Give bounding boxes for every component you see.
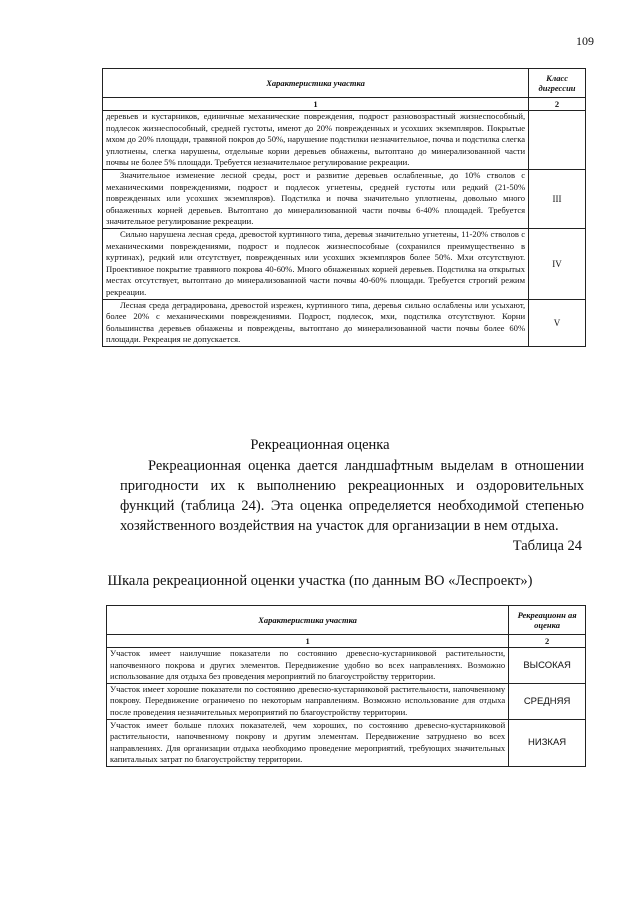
table-title: Шкала рекреационной оценки участка (по данным ВО «Леспроект») <box>107 573 533 589</box>
table-row <box>103 299 586 346</box>
body-paragraph: Рекреационная оценка дается ландшафтным выделам в отношении пригодности их к выполнению рекреационных и оздоровительных функций (таблица 24). Эта оценка определяется необходимой степенью хозяйственного воздействия на участок для организации в нем отдыха. <box>120 458 584 534</box>
digression-table <box>102 68 586 347</box>
page-number: 109 <box>576 34 594 48</box>
table1-row-class: IV <box>529 228 586 299</box>
table2-row-grade: НИЗКАЯ <box>509 719 586 766</box>
table1-row-class: III <box>529 169 586 228</box>
table1-col-number-1: 1 <box>103 98 529 111</box>
recreation-table <box>106 605 586 767</box>
table1-header-characteristic: Характеристика участка <box>103 69 529 98</box>
table1-col-number-2: 2 <box>529 98 586 111</box>
table-label: Таблица 24 <box>512 538 582 554</box>
table1-row-text: Значительное изменение лесной среды, рост и развитие деревьев ослабленные, до 10% стволов с механическими повреждениями, подрост и подлесок угнетены, средней густоты или редкий (21-50% поврежденных или усохших экземпляров). Подстилка и почва значительно уплотнены, довольно много обнаженных корней деревьев. Вытоптано до минерализованной части почвы 6-40% площадей. Требуется значительное регулирование рекреации. <box>103 169 529 228</box>
table2-header-characteristic: Характеристика участка <box>107 606 509 635</box>
table2-header-grade: Рекреационн ая оценка <box>509 606 586 635</box>
table2-row-grade: ВЫСОКАЯ <box>509 648 586 684</box>
table-row <box>107 719 586 766</box>
table2-col-number-2: 2 <box>509 635 586 648</box>
table-row <box>103 111 586 170</box>
table1-row-class <box>529 111 586 170</box>
table1-row-text: Лесная среда деградирована, древостой изрежен, куртинного типа, деревья сильно ослаблены или усыхают, более 20% с механическими повреждениями. Подрост, подлесок, мхи, подстилка отсутствуют. Корни большинства деревьев обнажены и повреждены, вытоптано до минерализованной части почвы более 60% площади. Рекреация не допускается. <box>103 299 529 346</box>
table1-row-text: деревьев и кустарников, единичные механические повреждения, подрост разновозрастный жизнеспособный, подлесок жизнеспособный, средней густоты, имеют до 20% поврежденных и усохших экземпляров. Покрытые мхом до 20% площади, травяной покров до 50%, нарушение подстилки незначительное, почва и подстилка слегка уплотнены, слегка нарушены, отдельные корни деревьев обнажены, вытоптано до минерализованной части почвы не более 5% площади. Требуется незначительное регулирование рекреации. <box>103 111 529 170</box>
table1-header-class: Класс дигрессии <box>529 69 586 98</box>
table2-col-number-1: 1 <box>107 635 509 648</box>
table-row <box>107 648 586 684</box>
table2-row-text: Участок имеет хорошие показатели по состоянию древесно-кустарниковой растительности, напочвенному покрову. Передвижение ограничено по некоторым направлениям. Возможно использование для отдыха после проведения незначительных мероприятий по благоустройству территории. <box>107 683 509 719</box>
table-row <box>107 683 586 719</box>
table1-row-text: Сильно нарушена лесная среда, древостой куртинного типа, деревья значительно угнетены, 11-20% стволов с механическими повреждениями, подрост и подлесок жизнеспособные (сохранился преимущественно в куртинах), редкий или отсутствует, поврежденных или усохших экземпляров более 50%. Мхи отсутствуют. Проективное покрытие травяного покрова 40-60%. Много обнаженных корней деревьев. Подстилка на открытых местах отсутствует, вытоптано до минерализованной части почвы 40-60% площади. Требуется строгий режим рекреации. <box>103 228 529 299</box>
section-title: Рекреационная оценка <box>250 437 390 453</box>
table-row <box>103 228 586 299</box>
table2-row-text: Участок имеет больше плохих показателей, чем хороших, по состоянию древесно-кустарниковой растительности, напочвенному покрову и другим элементам. Передвижение затруднено во всех направлениях. Для организации отдыха необходимо проведение мероприятий, требующих значительных капитальных затрат по благоустройству территории. <box>107 719 509 766</box>
table-row <box>103 169 586 228</box>
table2-row-grade: СРЕДНЯЯ <box>509 683 586 719</box>
table2-row-text: Участок имеет наилучшие показатели по состоянию древесно-кустарниковой растительности, напочвенного покрова и других элементов. Передвижение удобно во всех направлениях. Возможно использование для отдыха без проведения мероприятий по благоустройству территории. <box>107 648 509 684</box>
table1-row-class: V <box>529 299 586 346</box>
